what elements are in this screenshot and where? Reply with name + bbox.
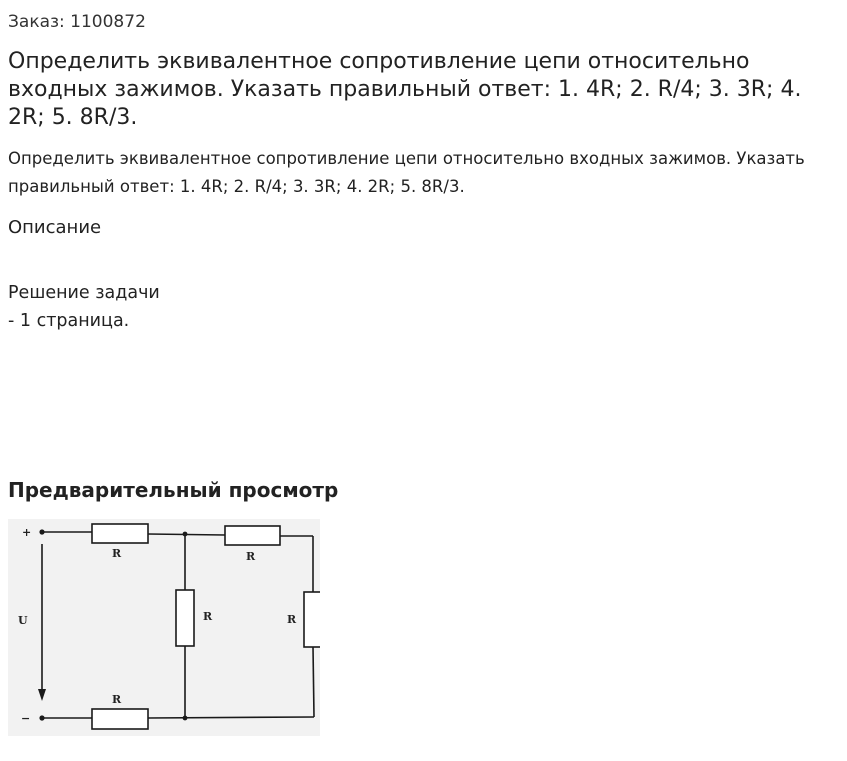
description-label: Описание — [8, 217, 102, 238]
solution-title: Решение задачи — [8, 283, 160, 303]
circuit-diagram — [8, 519, 320, 736]
solution-pages: - 1 страница. — [8, 311, 130, 331]
resistor-bottom — [92, 709, 148, 729]
resistor-right — [304, 592, 320, 647]
voltage-label: U — [18, 614, 28, 627]
page-title: Определить эквивалентное сопротивление цепи относительно входных зажимов. Указать правильный ответ: 1. 4R; 2. R/4; 3. 3R; 4. 2R; 5. 8R/3. — [8, 49, 802, 130]
resistor-top-right — [225, 526, 280, 545]
node-top — [183, 532, 188, 537]
arrow-head — [38, 689, 46, 701]
preview-image[interactable] — [8, 519, 320, 736]
resistor-label: R — [112, 547, 122, 560]
solution-info — [8, 279, 160, 335]
short-description: Определить эквивалентное сопротивление цепи относительно входных зажимов. Указать правильный ответ: 1. 4R; 2. R/4; 3. 3R; 4. 2R; 5. 8R/3. — [8, 149, 805, 196]
resistor-label: R — [112, 693, 122, 706]
wire — [313, 647, 314, 717]
preview-heading: Предварительный просмотр — [8, 478, 339, 502]
resistor-top-left — [92, 524, 148, 543]
terminal-plus — [39, 529, 44, 534]
wire — [148, 717, 314, 718]
resistor-label: R — [246, 550, 256, 563]
resistor-middle — [176, 590, 194, 646]
terminal-minus — [39, 715, 44, 720]
resistor-label: R — [287, 613, 297, 626]
order-number: Заказ: 1100872 — [8, 12, 146, 32]
minus-label: − — [21, 712, 31, 725]
resistor-label: R — [203, 610, 213, 623]
node-bottom — [183, 716, 188, 721]
plus-label: + — [22, 526, 32, 539]
